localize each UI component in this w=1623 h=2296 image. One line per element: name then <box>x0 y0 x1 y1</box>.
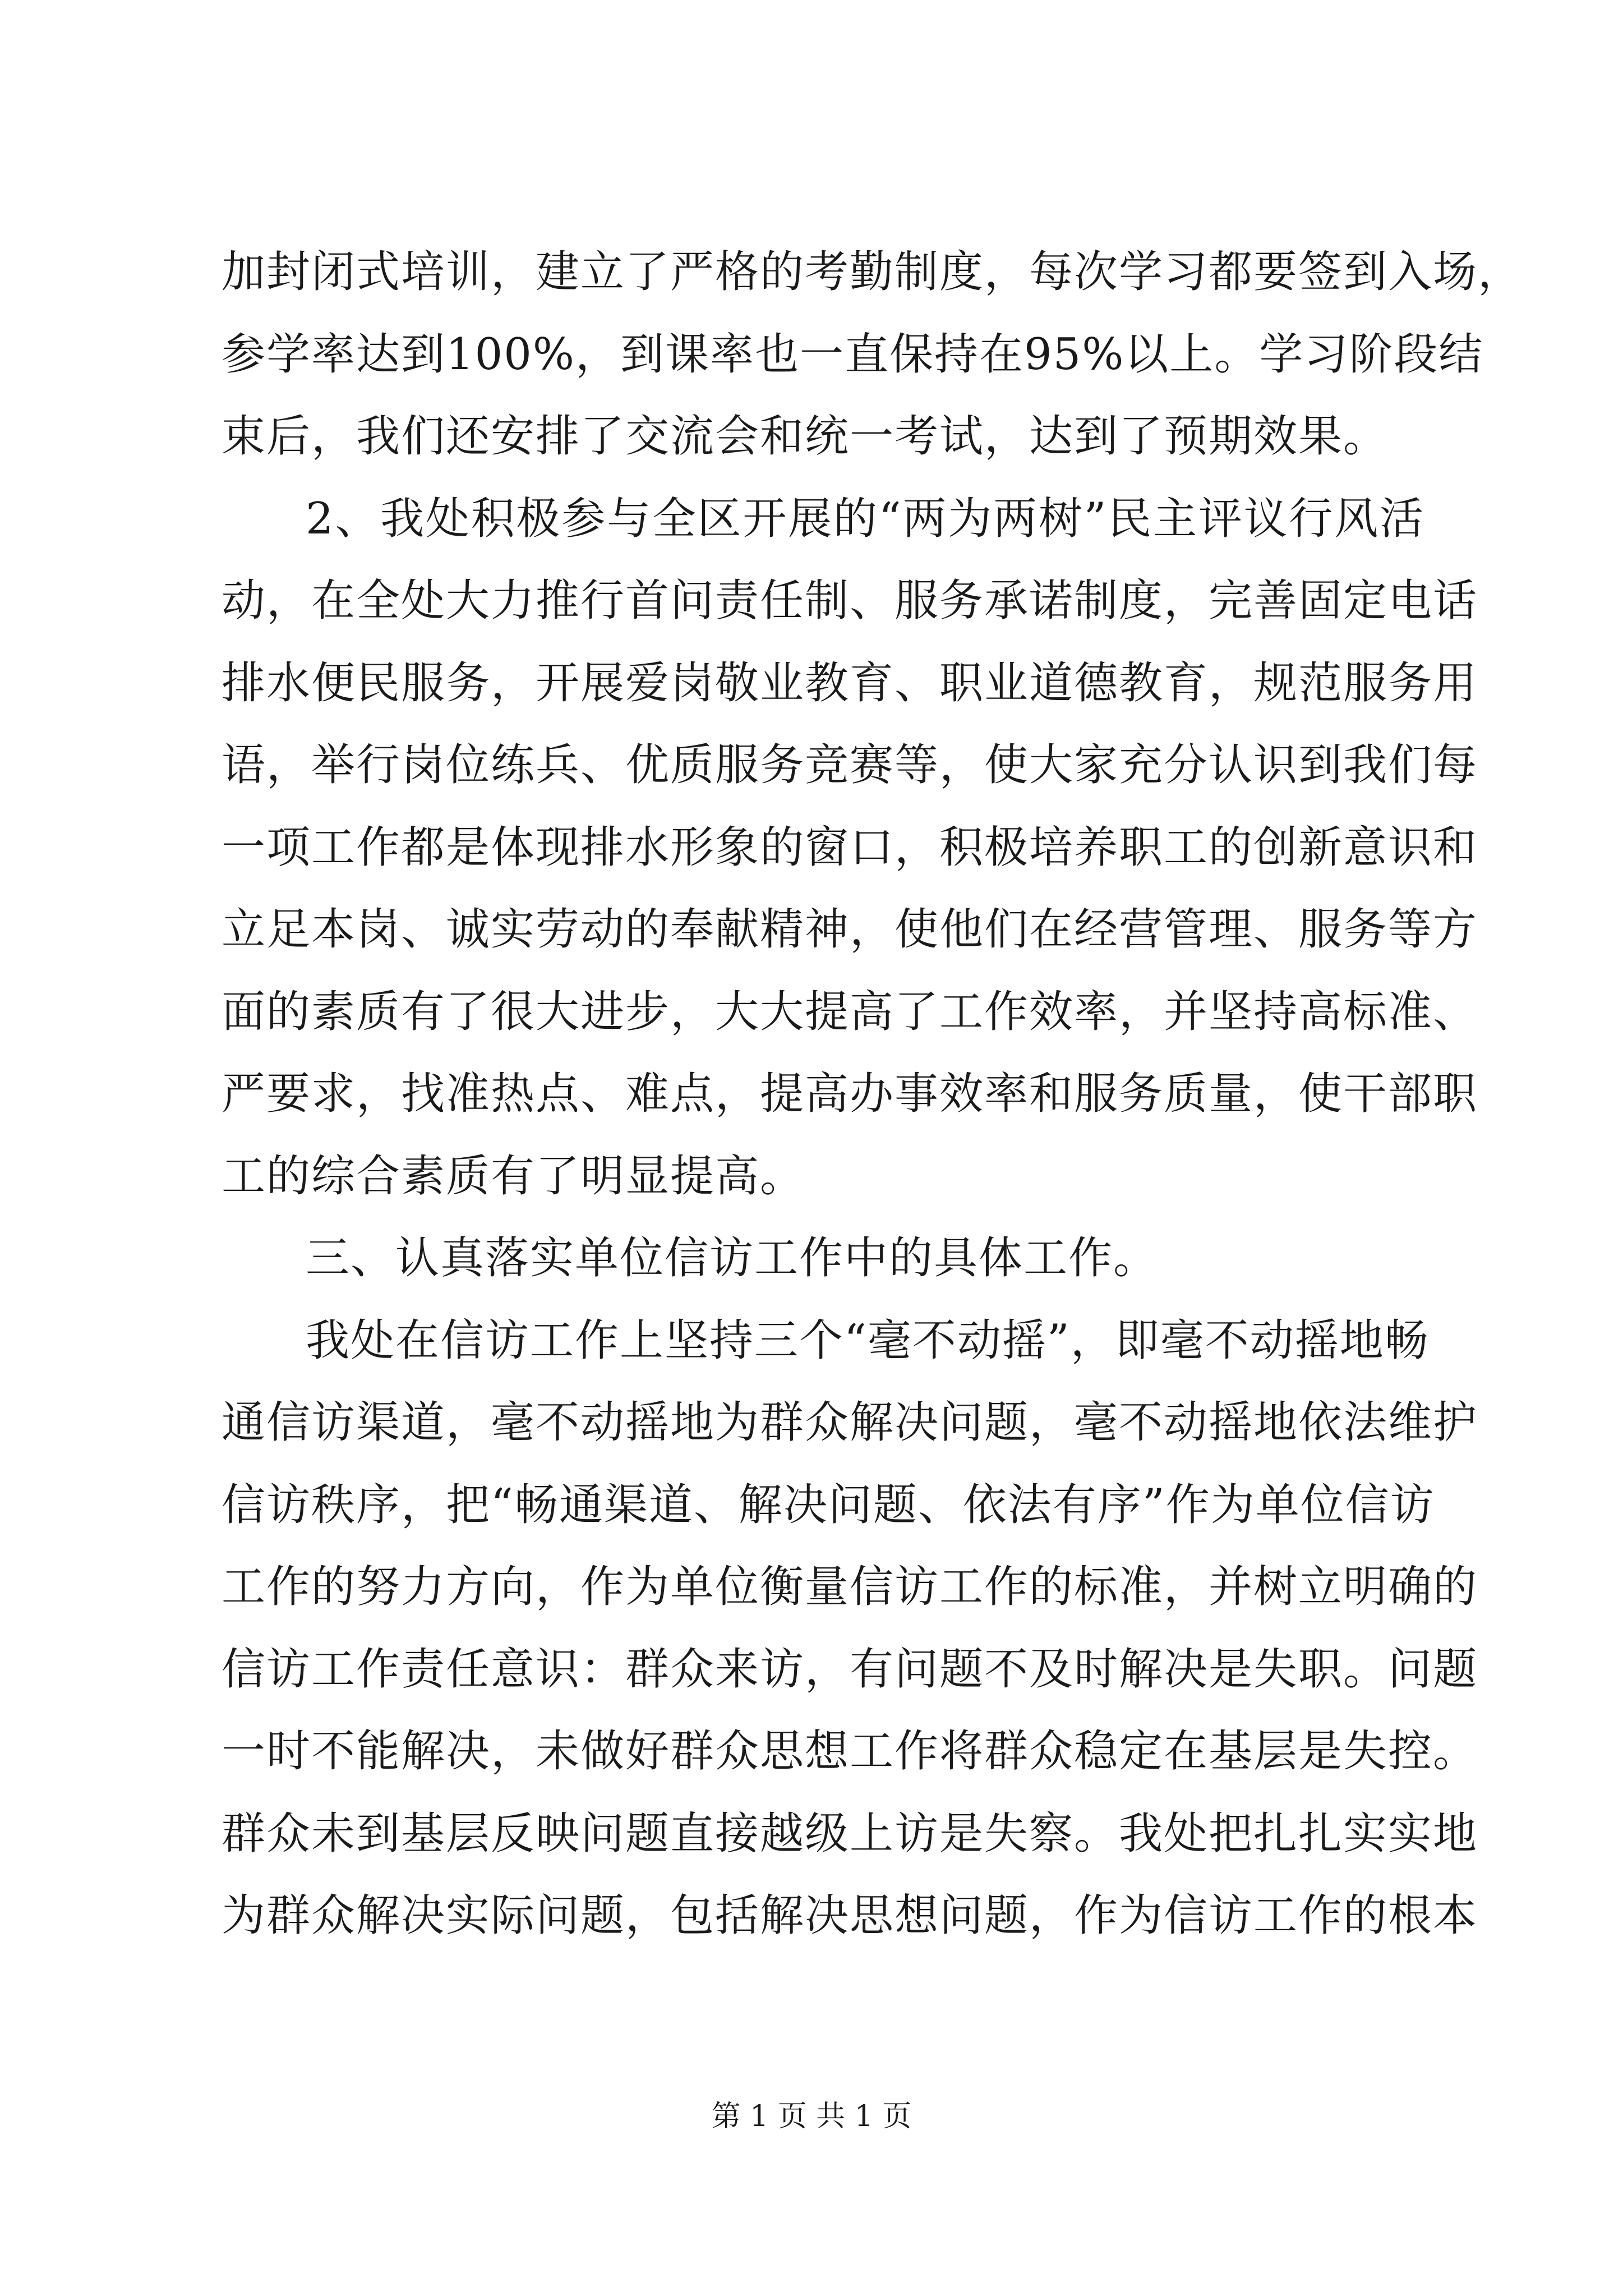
body-text-line: 工作的努力方向，作为单位衡量信访工作的标准，并树立明确的 <box>222 1562 1478 1612</box>
body-text-line: 一项工作都是体现排水形象的窗口，积极培养职工的创新意识和 <box>222 822 1478 873</box>
paragraph-start-line: 2、我处积极参与全区开展的“两为两树”民主评议行风活 <box>306 494 1424 544</box>
body-text-line: 加封闭式培训，建立了严格的考勤制度，每次学习都要签到入场， <box>222 247 1523 297</box>
body-text-line: 语，举行岗位练兵、优质服务竞赛等，使大家充分认识到我们每 <box>222 740 1478 790</box>
body-text-line: 严要求，找准热点、难点，提高办事效率和服务质量，使干部职 <box>222 1069 1478 1119</box>
body-text-line: 为群众解决实际问题，包括解决思想问题，作为信访工作的根本 <box>222 1890 1478 1941</box>
section-heading: 三、认真落实单位信访工作中的具体工作。 <box>306 1233 1159 1283</box>
body-text-line: 排水便民服务，开展爱岗敬业教育、职业道德教育，规范服务用 <box>222 658 1478 708</box>
body-text-line: 立足本岗、诚实劳动的奉献精神，使他们在经营管理、服务等方 <box>222 904 1478 955</box>
body-text-line: 动，在全处大力推行首问责任制、服务承诺制度，完善固定电话 <box>222 576 1478 626</box>
paragraph-start-line: 我处在信访工作上坚持三个“毫不动摇”，即毫不动摇地畅 <box>306 1315 1430 1366</box>
body-text-line: 参学率达到100%，到课率也一直保持在95%以上。学习阶段结 <box>222 329 1484 380</box>
body-text-line: 一时不能解决，未做好群众思想工作将群众稳定在基层是失控。 <box>222 1726 1478 1777</box>
body-text-line: 通信访渠道，毫不动摇地为群众解决问题，毫不动摇地依法维护 <box>222 1397 1478 1448</box>
body-text-line: 信访工作责任意识：群众来访，有问题不及时解决是失职。问题 <box>222 1644 1478 1695</box>
page-footer: 第 1 页 共 1 页 <box>711 2100 912 2133</box>
body-text-line: 面的素质有了很大进步，大大提高了工作效率，并坚持高标准、 <box>222 987 1478 1037</box>
body-text-line: 群众未到基层反映问题直接越级上访是失察。我处把扎扎实实地 <box>222 1809 1478 1859</box>
body-text-line: 工的综合素质有了明显提高。 <box>222 1151 805 1202</box>
body-text-line: 束后，我们还安排了交流会和统一考试，达到了预期效果。 <box>222 411 1389 462</box>
body-text-line: 信访秩序，把“畅通渠道、解决问题、依法有序”作为单位信访 <box>222 1480 1435 1530</box>
